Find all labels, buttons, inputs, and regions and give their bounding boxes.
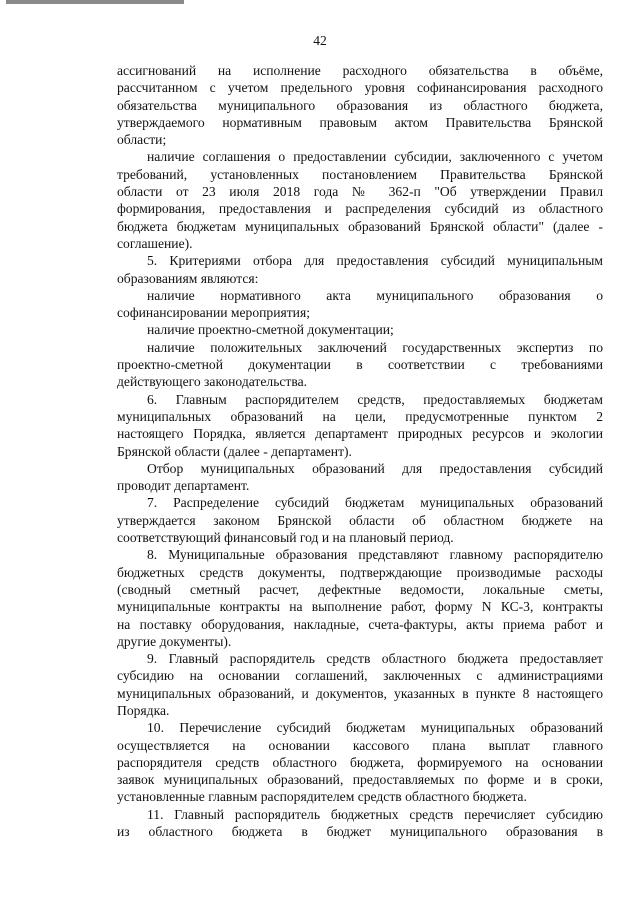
- text-line: бюджетных средств документы, подтверждающие производимые расходы: [117, 564, 603, 580]
- text-line: другие документы).: [117, 633, 232, 649]
- text-line: обязательства муниципального образования из областного бюджета,: [117, 97, 603, 113]
- text-line: 11. Главный распорядитель бюджетных средств перечисляет субсидию: [147, 806, 603, 822]
- document-body: [117, 62, 603, 840]
- text-line: наличие проектно-сметной документации;: [147, 322, 394, 338]
- text-line: бюджета бюджетам муниципальных образований Брянской области" (далее -: [117, 218, 603, 234]
- text-line: наличие соглашения о предоставлении субсидии, заключенного с учетом: [147, 149, 603, 165]
- text-line: проектно-сметной документации в соответствии с требованиями: [117, 357, 603, 373]
- text-line: заявок муниципальных образований, предоставляемых по форме и в сроки,: [117, 772, 603, 788]
- text-line: из областного бюджета в бюджет муниципального образования в: [117, 824, 603, 840]
- text-line: (сводный сметный расчет, дефектные ведомости, локальные сметы,: [117, 581, 603, 597]
- scan-top-edge: [6, 0, 184, 4]
- text-line: 8. Муниципальные образования представляют главному распорядителю: [147, 547, 603, 563]
- text-line: области от 23 июля 2018 года № 362-п "Об утверждении Правил: [117, 184, 603, 200]
- text-line: распорядителя средств областного бюджета, формируемого на основании: [117, 754, 603, 770]
- text-line: формирования, предоставления и распределения субсидий из областного: [117, 201, 603, 217]
- text-line: муниципальные контракты на выполнение работ, форму N КС-3, контракты: [117, 599, 603, 615]
- text-line: требований, установленных постановлением Правительства Брянской: [117, 166, 603, 182]
- text-line: Брянской области (далее - департамент).: [117, 443, 352, 459]
- text-line: муниципальных образований на цели, предусмотренные пунктом 2: [117, 408, 603, 424]
- page-number: 42: [313, 33, 327, 48]
- text-line: Порядка.: [117, 702, 170, 718]
- text-line: муниципальных образований, и документов, указанных в пункте 8 настоящего: [117, 685, 603, 701]
- text-line: установленные главным распорядителем средств областного бюджета.: [117, 789, 527, 805]
- text-line: осуществляется на основании кассового плана выплат главного: [117, 737, 603, 753]
- text-line: наличие нормативного акта муниципального образования о: [147, 287, 603, 303]
- text-line: ассигнований на исполнение расходного обязательства в объёме,: [117, 63, 603, 78]
- text-line: 5. Критериями отбора для предоставления субсидий муниципальным: [147, 253, 603, 269]
- text-line: утверждается законом Брянской области об областном бюджете на: [117, 512, 603, 528]
- text-line: наличие положительных заключений государственных экспертиз по: [147, 339, 603, 355]
- text-line: соглашение).: [117, 235, 193, 251]
- text-line: 6. Главным распорядителем средств, предоставляемых бюджетам: [147, 391, 603, 407]
- text-line: настоящего Порядка, является департамент природных ресурсов и экологии: [117, 426, 603, 442]
- text-line: на поставку оборудования, накладные, счета-фактуры, акты приема работ и: [117, 616, 603, 632]
- text-line: 9. Главный распорядитель средств областного бюджета предоставляет: [147, 651, 603, 667]
- text-line: субсидию на основании соглашений, заключенных с администрациями: [117, 668, 603, 684]
- text-line: действующего законодательства.: [117, 374, 308, 390]
- text-line: рассчитанном с учетом предельного уровня софинансирования расходного: [117, 80, 603, 96]
- text-line: области;: [117, 132, 167, 148]
- text-line: 7. Распределение субсидий бюджетам муниципальных образований: [147, 495, 603, 511]
- text-line: 10. Перечисление субсидий бюджетам муниципальных образований: [147, 720, 603, 736]
- text-line: образованиям являются:: [117, 270, 259, 286]
- text-line: софинансировании мероприятия;: [117, 305, 310, 321]
- text-line: проводит департамент.: [117, 478, 250, 494]
- text-line: соответствующий финансовый год и на плановый период.: [117, 530, 454, 546]
- text-line: утверждаемого нормативным правовым актом Правительства Брянской: [117, 114, 603, 130]
- text-line: Отбор муниципальных образований для предоставления субсидий: [147, 460, 603, 476]
